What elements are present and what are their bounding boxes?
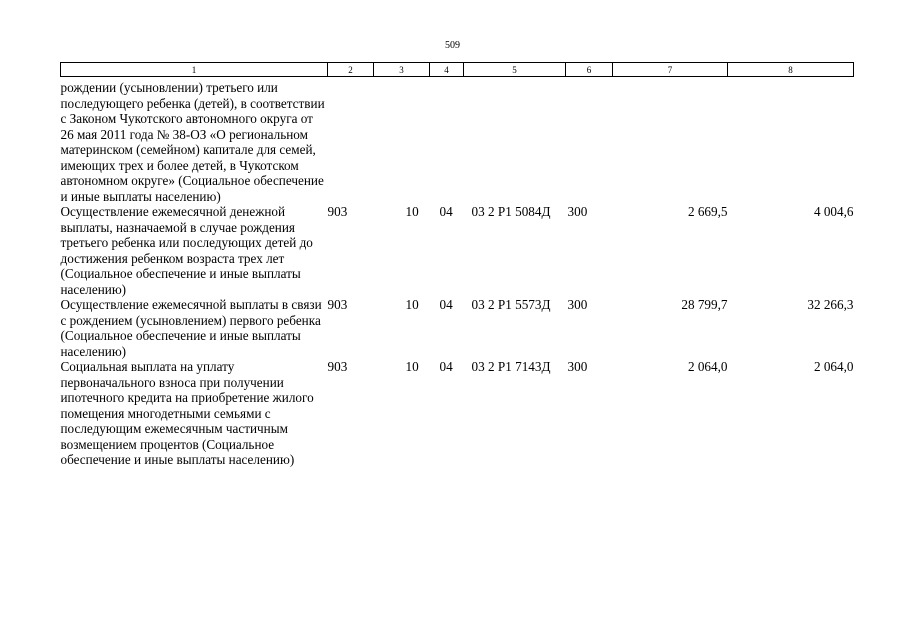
row-description: Осуществление ежемесячной денежной выплаты, назначаемой в случае рождения третьего ребенка или последующих детей до достижения ребенком возраста трех лет (Социальное обеспечение и иные выплаты населению) xyxy=(60,204,313,297)
row-description: Осуществление ежемесячной выплаты в связи с рождением (усыновлением) первого ребенка (Социальное обеспечение и иные выплаты населению) xyxy=(60,297,322,359)
cell-amount-year-1: 28 799,7 xyxy=(681,297,728,312)
column-header-6: 6 xyxy=(566,63,613,77)
column-number-header xyxy=(61,63,854,77)
cell-amount-year-1: 2 669,5 xyxy=(687,204,728,219)
row-description: Социальная выплата на уплату первоначального взноса при получении ипотечного кредита на приобретение жилого помещения многодетными семьями с последующим ежемесячным частичным возмещением процентов (Социальное обеспечение и иные выплаты населению) xyxy=(60,359,314,467)
cell-section: 10 xyxy=(405,297,419,312)
cell-target-article: 03 2 P1 5573Д xyxy=(471,297,551,312)
page-number: 509 xyxy=(445,40,460,51)
cell-subsection: 04 xyxy=(439,359,453,374)
cell-expense-type: 300 xyxy=(567,297,588,312)
cell-target-article: 03 2 P1 7143Д xyxy=(471,359,551,374)
cell-amount-year-2 xyxy=(728,77,854,205)
cell-ministry-code: 903 xyxy=(327,359,348,374)
column-header-3: 3 xyxy=(374,63,430,77)
budget-table xyxy=(60,62,854,468)
cell-subsection: 04 xyxy=(439,297,453,312)
cell-amount-year-2: 4 004,6 xyxy=(813,204,854,219)
table-row xyxy=(61,204,854,297)
cell-section xyxy=(374,77,430,205)
table-row xyxy=(61,359,854,468)
column-header-1: 1 xyxy=(61,63,328,77)
column-header-7: 7 xyxy=(613,63,728,77)
table-row xyxy=(61,77,854,205)
cell-ministry-code: 903 xyxy=(327,204,348,219)
column-header-2: 2 xyxy=(328,63,374,77)
table-row xyxy=(61,297,854,359)
cell-expense-type: 300 xyxy=(567,204,588,219)
cell-amount-year-1 xyxy=(613,77,728,205)
cell-amount-year-1: 2 064,0 xyxy=(687,359,728,374)
cell-amount-year-2: 2 064,0 xyxy=(813,359,854,374)
cell-expense-type: 300 xyxy=(567,359,588,374)
cell-ministry-code: 903 xyxy=(327,297,348,312)
cell-expense-type xyxy=(566,77,613,205)
cell-section: 10 xyxy=(405,204,419,219)
cell-amount-year-2: 32 266,3 xyxy=(807,297,854,312)
cell-subsection xyxy=(430,77,464,205)
cell-section: 10 xyxy=(405,359,419,374)
cell-ministry-code xyxy=(328,77,374,205)
column-header-5: 5 xyxy=(464,63,566,77)
row-description: рождении (усыновлении) третьего или последующего ребенка (детей), в соответствии с Законом Чукотского автономного округа от 26 мая 2011 года № 38-ОЗ «О региональном материнском (семейном) капитале для семей, имеющих трех и более детей, в Чукотском автономном округе» (Социальное обеспечение и иные выплаты населению) xyxy=(60,80,325,204)
cell-subsection: 04 xyxy=(439,204,453,219)
column-header-4: 4 xyxy=(430,63,464,77)
cell-target-article: 03 2 P1 5084Д xyxy=(471,204,551,219)
cell-target-article xyxy=(464,77,566,205)
column-header-8: 8 xyxy=(728,63,854,77)
